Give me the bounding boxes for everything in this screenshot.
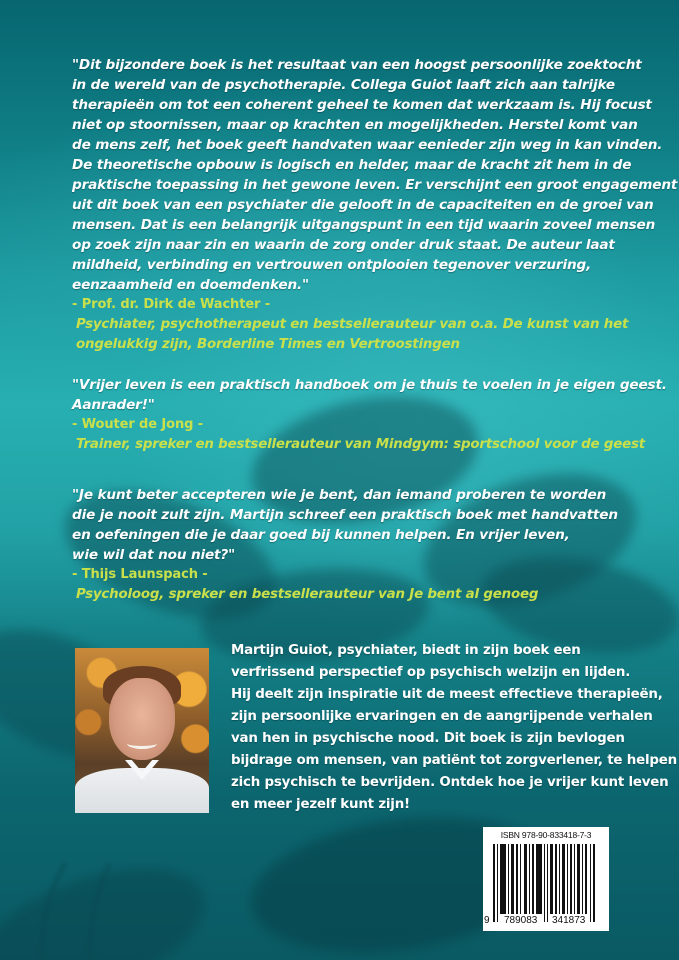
quote-line: "Dit bijzondere boek is het resultaat van een hoogst persoonlijke zoektocht	[72, 57, 642, 73]
quote-line: Aanrader!"	[72, 397, 155, 413]
barcode-bar	[544, 844, 545, 922]
quote-line: mensen. Dat is een belangrijk uitgangspunt in een tijd waarin zoveel mensen	[72, 217, 656, 233]
endorser-description: Psychiater, psychotherapeut en bestsellerauteur van o.a. De kunst van het	[76, 317, 629, 332]
endorser-description: Psycholoog, spreker en bestsellerauteur van Je bent al genoeg	[76, 587, 539, 602]
barcode-bar	[524, 844, 527, 914]
author-smile	[127, 738, 157, 749]
barcode-bar	[508, 844, 509, 914]
barcode-digits-left: 789083	[504, 915, 538, 926]
barcode-bar	[536, 844, 542, 914]
barcode-bar	[593, 844, 595, 922]
blurb-line: en meer jezelf kunt zijn!	[231, 797, 410, 812]
barcode-bar	[500, 844, 506, 914]
endorser-name: - Wouter de Jong -	[72, 417, 204, 432]
barcode-bar	[497, 844, 498, 922]
barcode-bar	[582, 844, 583, 914]
barcode-bar	[555, 844, 557, 914]
barcode-bar	[547, 844, 548, 922]
quote-line: therapieën om tot een coherent geheel te komen dat werkzaam is. Hij focust	[72, 97, 652, 113]
endorser-description: ongelukkig zijn, Borderline Times en Vertroostingen	[76, 337, 460, 352]
quote-line: De theoretische opbouw is logisch en helder, maar de kracht zit hem in de	[72, 157, 632, 173]
blurb-line: Martijn Guiot, psychiater, biedt in zijn boek een	[231, 643, 581, 658]
barcode-bar	[516, 844, 518, 914]
quote-line: praktische toepassing in het gewone leven. Er verschijnt een groot engagement	[72, 177, 678, 193]
quote-line: in de wereld van de psychotherapie. Collega Guiot laaft zich aan talrijke	[72, 77, 615, 93]
isbn-barcode	[483, 827, 609, 931]
quote-line: "Vrijer leven is een praktisch handboek om je thuis te voelen in je eigen geest.	[72, 377, 667, 393]
quote-line: uit dit boek van een psychiater die gelooft in de capaciteiten en de groei van	[72, 197, 654, 213]
quote-line: die je nooit zult zijn. Martijn schreef een praktisch boek met handvatten	[72, 507, 618, 523]
barcode-bar	[567, 844, 568, 914]
quote-line: niet op stoornissen, maar op krachten en mogelijkheden. Herstel komt van	[72, 117, 638, 133]
barcode-bar	[574, 844, 575, 914]
quote-line: mildheid, verbinding en vertrouwen ontplooien tegenover verzuring,	[72, 257, 592, 273]
barcode-bar	[559, 844, 560, 914]
quote-line: eenzaamheid en doemdenken."	[72, 277, 309, 293]
endorser-name: - Prof. dr. Dirk de Wachter -	[72, 297, 271, 312]
barcode-bar	[493, 844, 495, 922]
barcode-bar	[529, 844, 530, 914]
barcode-bar	[585, 844, 587, 914]
barcode-bar	[577, 844, 580, 914]
quote-line: op zoek zijn naar zin en waarin de zorg onder druk staat. De auteur laat	[72, 237, 615, 253]
author-photo	[75, 648, 209, 813]
quote-line: wie wil dat nou niet?"	[72, 547, 236, 563]
barcode-bar	[550, 844, 553, 914]
blurb-line: bijdrage om mensen, van patiënt tot zorgverlener, te helpen	[231, 753, 677, 768]
quote-line: "Je kunt beter accepteren wie je bent, dan iemand proberen te worden	[72, 487, 607, 503]
isbn-label: ISBN 978-90-833418-7-3	[500, 830, 592, 840]
barcode-bar	[590, 844, 591, 922]
barcode-bars	[493, 844, 599, 922]
barcode-bar	[532, 844, 534, 914]
endorsement-thijs-launspach	[72, 485, 632, 605]
barcode-bar	[511, 844, 514, 914]
blurb-line: zijn persoonlijke ervaringen en de aangrijpende verhalen	[231, 709, 653, 724]
barcode-digits-right: 341873	[552, 915, 586, 926]
barcode-bar	[562, 844, 565, 914]
blurb-line: Hij deelt zijn inspiratie uit de meest effectieve therapieën,	[231, 687, 663, 702]
blurb-line: van hen in psychische nood. Dit boek is zijn bevlogen	[231, 731, 625, 746]
endorsement-wouter-de-jong	[72, 375, 667, 455]
endorsement-dirk-de-wachter	[72, 55, 678, 355]
quote-line: de mens zelf, het boek geeft handvaten waar eenieder zijn weg in kan vinden.	[72, 137, 663, 153]
endorser-description: Trainer, spreker en bestsellerauteur van Mindgym: sportschool voor de geest	[76, 437, 645, 452]
barcode-bar	[570, 844, 572, 914]
endorser-name: - Thijs Launspach -	[72, 567, 208, 582]
quote-line: en oefeningen die je daar goed bij kunnen helpen. En vrijer leven,	[72, 527, 570, 543]
blurb-line: zich psychisch te bevrijden. Ontdek hoe je vrijer kunt leven	[231, 775, 669, 790]
barcode-digit-first: 9	[484, 915, 490, 926]
author-blurb	[231, 640, 677, 816]
blurb-line: verfrissend perspectief op psychisch welzijn en lijden.	[231, 665, 631, 680]
barcode-bar	[520, 844, 521, 914]
